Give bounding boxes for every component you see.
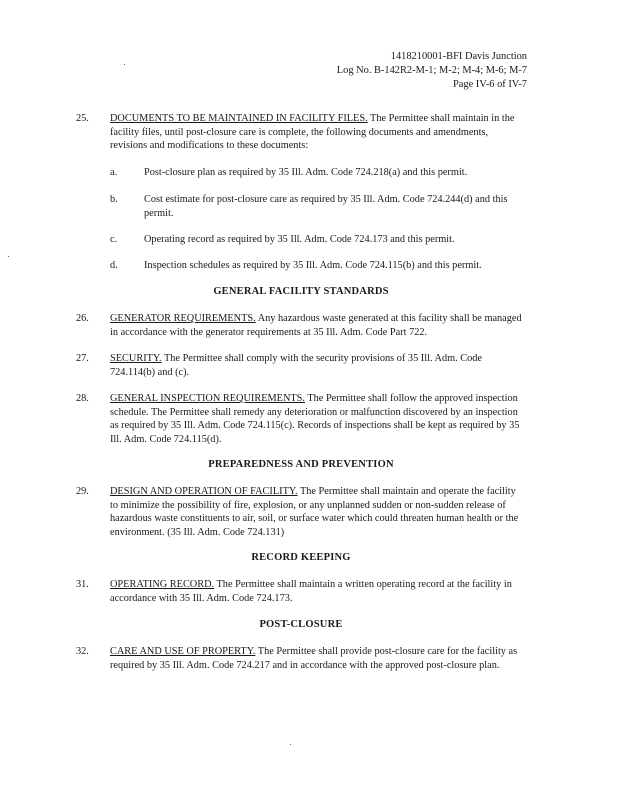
section-text: The Permittee shall provide post-closure care for the facility as required by 35 Ill. Adm. Code 724.217 and in accordance with the approved post-closure plan. — [110, 646, 518, 671]
scan-speck — [124, 64, 125, 65]
section-title: DOCUMENTS TO BE MAINTAINED IN FACILITY FILES. — [110, 113, 368, 124]
header-page-number: Page IV-6 of IV-7 — [453, 78, 527, 90]
list-item-letter: d. — [110, 260, 118, 271]
scan-speck — [290, 744, 291, 745]
list-item-letter: a. — [110, 167, 118, 178]
section-text: The Permittee shall maintain and operate the facility to minimize the possibility of fire, explosion, or any unplanned sudden or non-sudden release of hazardous waste constituents to air, soil, or surface water which could threaten human health or the environment. (35 Ill. Adm. Code 724.131) — [110, 486, 519, 538]
document-header — [337, 50, 527, 91]
section-body — [110, 352, 526, 379]
section-body — [110, 112, 526, 153]
section-body — [110, 312, 526, 339]
heading-general-facility-standards: GENERAL FACILITY STANDARDS — [213, 286, 389, 297]
section-number: 31. — [76, 579, 89, 590]
section-text: The Permittee shall follow the approved inspection schedule. The Permittee shall remedy any deterioration or malfunction discovered by an inspection as required by 35 Ill. Adm. Code 724.115(c). Records of inspections shall be kept as required by 35 Ill. Adm. Code 724.115(d). — [110, 393, 520, 445]
section-number: 29. — [76, 486, 89, 497]
section-body — [110, 645, 526, 672]
section-body — [110, 485, 526, 539]
section-text: The Permittee shall comply with the security provisions of 35 Ill. Adm. Code 724.114(b) and (c). — [110, 353, 482, 378]
section-number: 28. — [76, 393, 89, 404]
heading-post-closure: POST-CLOSURE — [259, 619, 343, 630]
heading-preparedness-and-prevention: PREPAREDNESS AND PREVENTION — [208, 459, 394, 470]
section-text: The Permittee shall maintain in the facility files, until post-closure care is complete, the following documents and amendments, revisions and modifications to these documents: — [110, 113, 515, 152]
header-log-number: Log No. B-142R2-M-1; M-2; M-4; M-6; M-7 — [336, 64, 527, 76]
section-number: 26. — [76, 313, 89, 324]
section-text: Any hazardous waste generated at this facility shall be managed in accordance with the generator requirements at 35 Ill. Adm. Code Part 722. — [110, 313, 522, 338]
heading-record-keeping: RECORD KEEPING — [251, 552, 351, 563]
section-number: 25. — [76, 113, 89, 124]
list-item-text: Inspection schedules as required by 35 Ill. Adm. Code 724.115(b) and this permit. — [144, 260, 482, 271]
section-body — [110, 578, 526, 605]
section-number: 32. — [76, 646, 89, 657]
section-title: OPERATING RECORD. — [110, 579, 215, 590]
section-body — [110, 392, 526, 446]
section-text: The Permittee shall maintain a written operating record at the facility in accordance with 35 Ill. Adm. Code 724.173. — [110, 579, 512, 604]
list-item-text: Operating record as required by 35 Ill. Adm. Code 724.173 and this permit. — [144, 234, 455, 245]
section-number: 27. — [76, 353, 89, 364]
section-title: SECURITY. — [110, 353, 162, 364]
section-title: GENERATOR REQUIREMENTS. — [110, 313, 256, 324]
list-item-text: Cost estimate for post-closure care as required by 35 Ill. Adm. Code 724.244(d) and this permit. — [144, 194, 508, 219]
list-item-letter: c. — [110, 234, 118, 245]
header-permit-id: 1418210001-BFI Davis Junction — [390, 51, 527, 62]
section-title: CARE AND USE OF PROPERTY. — [110, 646, 256, 657]
list-item-text: Post-closure plan as required by 35 Ill. Adm. Code 724.218(a) and this permit. — [144, 167, 468, 178]
section-title: GENERAL INSPECTION REQUIREMENTS. — [110, 393, 305, 404]
scan-speck — [8, 256, 9, 257]
list-item-letter: b. — [110, 194, 118, 205]
section-title: DESIGN AND OPERATION OF FACILITY. — [110, 486, 298, 497]
